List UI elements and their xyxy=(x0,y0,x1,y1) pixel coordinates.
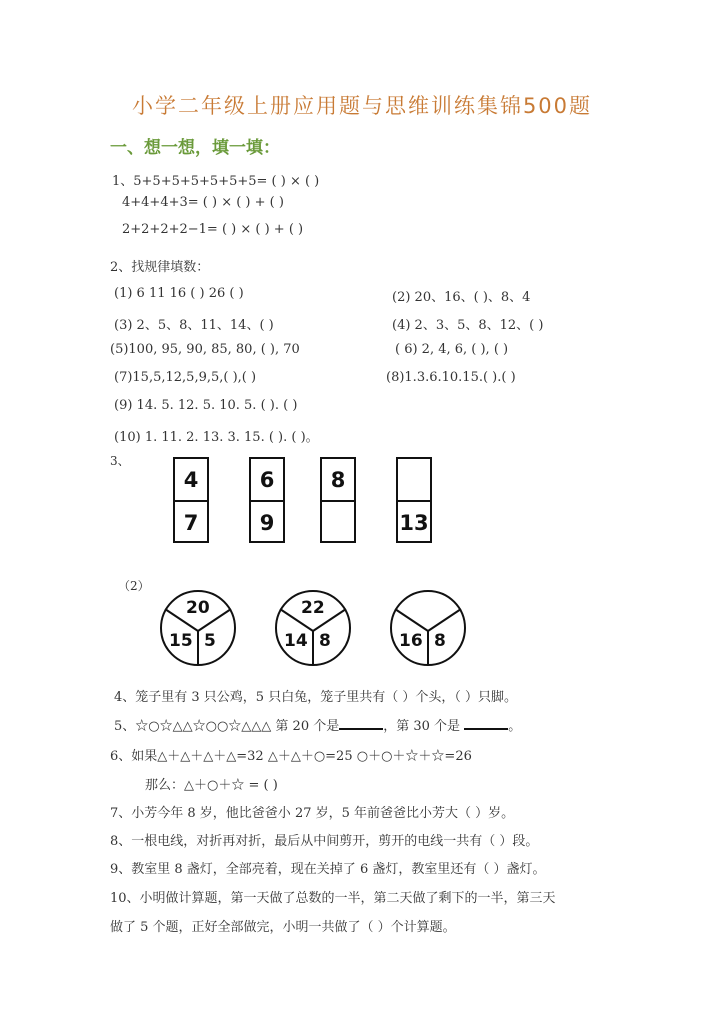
q5-text xyxy=(114,715,521,734)
number-box-1 xyxy=(173,457,209,543)
q5-prefix: 5、☆○☆△△☆○○☆△△△ 第 20 个是 xyxy=(114,719,340,734)
q1-line-1: 1、5+5+5+5+5+5+5= ( ) × ( ) xyxy=(112,174,320,189)
number-box-2 xyxy=(249,457,285,543)
number-box-top: 4 xyxy=(175,459,207,502)
q7-text: 7、小芳今年 8 岁，他比爸爸小 27 岁，5 年前爸爸比小芳大（ ）岁。 xyxy=(110,806,515,821)
q10-line-2: 做了 5 个题，正好全部做完，小明一共做了（ ）个计算题。 xyxy=(110,920,456,935)
q2-item-3: (3) 2、5、8、11、14、( ) xyxy=(114,318,274,333)
document-title: 小学二年级上册应用题与思维训练集锦500题 xyxy=(131,94,593,118)
q4-text: 4、笼子里有 3 只公鸡，5 只白兔，笼子里共有（ ）个头，（ ）只脚。 xyxy=(114,690,517,705)
q2-item-10: (10) 1. 11. 2. 13. 3. 15. ( ). ( )。 xyxy=(114,430,319,445)
q6-line-1: 6、如果△＋△＋△＋△=32 △＋△＋○=25 ○＋○＋☆＋☆=26 xyxy=(110,749,472,764)
q2-item-9: (9) 14. 5. 12. 5. 10. 5. ( ). ( ) xyxy=(114,398,298,413)
circle-left-number: 15 xyxy=(169,631,193,651)
q6-line-2: 那么：△＋○＋☆ = ( ) xyxy=(145,778,278,793)
q2-item-5: (5)100, 95, 90, 85, 80, ( ), 70 xyxy=(110,342,300,357)
q1-line-3: 2+2+2+2−1= ( ) × ( ) + ( ) xyxy=(122,222,304,237)
number-circle-1 xyxy=(159,589,237,667)
circle-divider-icon xyxy=(389,589,467,667)
number-box-bottom xyxy=(322,502,354,543)
q9-text: 9、教室里 8 盏灯，全部亮着，现在关掉了 6 盏灯，教室里还有（ ）盏灯。 xyxy=(110,862,546,877)
q1-line-2: 4+4+4+3= ( ) × ( ) + ( ) xyxy=(122,195,284,210)
number-box-top: 6 xyxy=(251,459,283,502)
number-circle-3 xyxy=(389,589,467,667)
number-box-bottom: 13 xyxy=(399,510,429,535)
circle-left-number: 14 xyxy=(284,631,308,651)
number-box-top: 8 xyxy=(322,459,354,502)
q5-middle: ，第 30 个是 xyxy=(383,719,465,734)
q3-sub-label: （2） xyxy=(118,579,150,593)
number-circle-2 xyxy=(274,589,352,667)
q2-item-8: (8)1.3.6.10.15.( ).( ) xyxy=(386,370,516,385)
number-box-bottom: 7 xyxy=(183,510,199,535)
circle-right-number: 8 xyxy=(319,631,331,651)
answer-blank-1[interactable] xyxy=(339,716,383,730)
circle-right-number: 5 xyxy=(204,631,216,651)
q2-item-2: (2) 20、16、( )、8、4 xyxy=(392,290,531,305)
q8-text: 8、一根电线，对折再对折，最后从中间剪开，剪开的电线一共有（ ）段。 xyxy=(110,834,539,849)
q5-suffix: 。 xyxy=(508,719,522,734)
q2-item-4: (4) 2、3、5、8、12、( ) xyxy=(392,318,544,333)
q2-item-1: (1) 6 11 16 ( ) 26 ( ) xyxy=(114,286,244,301)
number-box-top xyxy=(398,459,430,502)
q2-heading: 2、找规律填数： xyxy=(110,260,210,275)
q3-label: 3、 xyxy=(110,454,130,468)
number-box-bottom: 9 xyxy=(259,510,275,535)
q10-line-1: 10、小明做计算题，第一天做了总数的一半，第二天做了剩下的一半，第三天 xyxy=(110,891,556,906)
circle-top-number: 20 xyxy=(186,598,210,618)
circle-left-number: 16 xyxy=(399,631,423,651)
section-heading: 一、想一想，填一填： xyxy=(110,138,280,158)
q2-item-7: (7)15,5,12,5,9,5,( ),( ) xyxy=(114,370,257,385)
answer-blank-2[interactable] xyxy=(464,716,508,730)
number-box-4 xyxy=(396,457,432,543)
number-box-3 xyxy=(320,457,356,543)
circle-right-number: 8 xyxy=(434,631,446,651)
q2-item-6: ( 6) 2, 4, 6, ( ), ( ) xyxy=(395,342,509,357)
circle-top-number: 22 xyxy=(301,598,325,618)
